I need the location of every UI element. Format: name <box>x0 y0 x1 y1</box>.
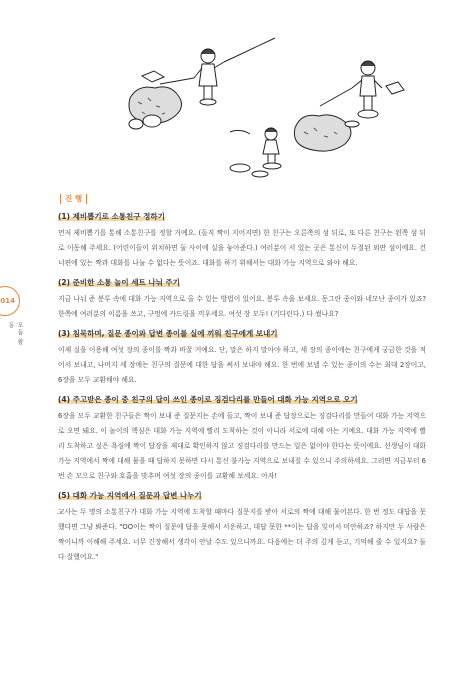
step-body: 6장을 모두 교환한 친구들은 짝이 보내 준 질문지는 손에 들고, 짝이 보내 준 답장으로는 징검다리를 만들어 대화 가능 지역으로 오면 돼요. 이 놀이의 핵심은 대화 가능 지역에 빨리 도착하는 것이 아니라 서로에 대해 아는 거예요. 대화 가능 지역에 빨리 도착하고 싶은 욕심에 짝이 답장을 제대로 확인하지 않고 징검다리를 만드는 일은 없어야 한다는 뜻이에요. 선생님이 대화 가능 지역에서 짝에 대해 물을 때 답하지 못하면 다시 통신 불가능 지역으로 보내질 수 있으니 주의하세요. 그러면 지금부터 6번 손 모으로 친구와 호흡을 맞추며 여섯 장의 종이를 교환해 보세요. 아자! <box>58 412 426 480</box>
step-title: (3) 침묵하며, 질문 종이와 답변 종이를 실에 끼워 친구에게 보내기 <box>58 329 278 338</box>
step-2 <box>58 277 426 322</box>
step-title: (4) 주고받은 종이 중 친구의 답이 쓰인 종이로 징검다리를 만들어 대화 가능 지역으로 오기 <box>58 395 358 404</box>
step-body: 교사는 두 명의 소통친구가 대화 가능 지역에 도착할 때마다 질문지를 받아 서로의 짝에 대해 물어본다. 한 번 정도 대답을 못했다면 그냥 봐준다. "OO이는 짝이 질문에 답을 못해서 서운하고, 대답 못한 **이는 답을 잊어서 미안하죠? 하지만 두 사람은 짝이니까 이해해 주세요. 너무 긴장해서 생각이 안날 수도 있으니까요. 다음에는 더 주의 깊게 듣고, 기억해 줄 수 있지요? 둘 다 잘했어요." <box>58 508 426 561</box>
main-content <box>58 186 426 565</box>
step-title: (5) 대화 가능 지역에서 질문과 답변 나누기 <box>58 491 202 500</box>
section-heading: 진 행 <box>60 194 87 204</box>
step-5 <box>58 490 426 565</box>
activity-illustration <box>90 28 420 178</box>
step-1 <box>58 211 426 271</box>
step-body: 이제 실을 이용해 여섯 장의 종이를 짝과 바꿀 거예요. 단, 말은 하지 말아야 하고, 세 장의 종이에는 친구에게 궁금한 것을 적어서 보내고, 나머지 세 장에는 친구의 질문에 대한 답을 써서 보내야 해요. 한 번에 보낼 수 있는 종이의 수는 최대 2장이고, 6장을 모두 교환해야 해요. <box>58 346 426 384</box>
step-body: 먼저 제비뽑기를 통해 소통친구를 정할 거예요. (들직 짝이 지어지면) 한 친구는 오른쪽의 섬 뒤로, 또 다른 친구는 왼쪽 섬 뒤로 이동해 주세요. (어린이들이 위치하면 둘 사이에 실을 놓아준다.) 여러분이 서 있는 곳은 통신이 두절된 외딴 섬이에요. 건너편에 있는 짝과 대화를 나눌 수 없다는 뜻이죠. 대화를 하기 위해서는 대화 가능 지역으로 와야 해요. <box>58 229 426 267</box>
step-3 <box>58 328 426 388</box>
chapter-side-label: 모듬 활동 <box>7 322 23 346</box>
page-side-tab <box>0 286 28 346</box>
step-title: (2) 준비한 소통 놀이 세트 나눠 주기 <box>58 278 180 287</box>
step-4 <box>58 394 426 484</box>
step-body: 지금 나눠 준 봉투 속에 대화 가능 지역으로 올 수 있는 방법이 있어요. 봉투 속을 보세요. 동그란 종이와 네모난 종이가 있죠? 한쪽에 여러분의 이름을 쓰고, 구멍에 카드링을 끼우세요. 여섯 장 모두! (기다린다.) 다 썼나요? <box>58 295 426 318</box>
step-title: (1) 제비뽑기로 소통친구 정하기 <box>58 212 165 221</box>
children-string-game-drawing <box>90 28 420 178</box>
page-number: 014 <box>0 286 20 316</box>
